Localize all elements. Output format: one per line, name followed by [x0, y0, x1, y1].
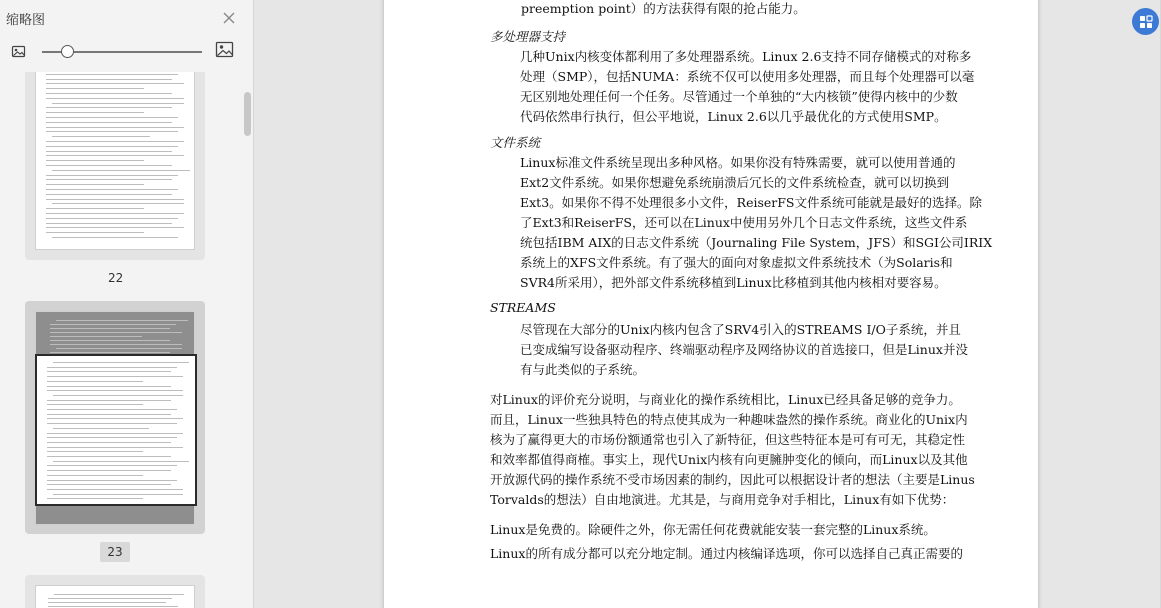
thumbnail-text-line — [50, 332, 182, 333]
apps-icon[interactable] — [1132, 8, 1159, 35]
thumbnail-text-line — [56, 348, 182, 349]
thumbnail-text-line — [46, 184, 144, 185]
image-large-icon[interactable] — [215, 41, 235, 59]
thumbnail-zoom-control — [0, 38, 253, 66]
thumbnail-text-line — [56, 320, 188, 321]
text-line: Linux是免费的。除硬件之外，你无需任何花费就能安装一套完整的Linux系统。 — [490, 522, 936, 537]
thumbnail-text-line — [47, 480, 177, 481]
text-line: Ext3。如果你不得不处理很多小文件，ReiserFS文件系统可能就是最好的选择。除 — [520, 195, 982, 210]
thumbnail-text-line — [46, 93, 172, 94]
thumbnail-text-line — [46, 194, 172, 195]
thumbnail-text-line — [46, 88, 144, 89]
thumbnail-text-line — [47, 376, 183, 377]
thumbnail-text-line — [46, 179, 172, 180]
thumbnail-text-line — [47, 423, 177, 424]
thumbnail-text-line — [46, 122, 172, 123]
section-heading: STREAMS — [490, 300, 556, 315]
thumbnail-text-line — [47, 484, 171, 485]
thumbnail-text-line — [47, 418, 183, 419]
thumbnail-page-label: 22 — [108, 271, 124, 285]
thumbnail-text-line — [50, 328, 170, 329]
text-line: 有与此类似的子系统。 — [520, 362, 646, 377]
thumbnail-text-line — [52, 103, 184, 104]
thumbnail-text-line — [50, 324, 176, 325]
thumbnail-text-line — [50, 344, 182, 345]
thumbnail-text-line — [48, 598, 172, 599]
thumbnail-text-line — [46, 131, 178, 132]
text-line: 核为了赢得更大的市场份额通常也引入了新特征，但这些特征本是可有可无，其稳定性 — [490, 432, 966, 447]
zoom-slider-handle[interactable] — [61, 45, 74, 58]
thumbnail-text-line — [47, 390, 183, 391]
thumbnail-text-line — [46, 83, 184, 84]
thumbnail-text-line — [46, 112, 144, 113]
section-heading: 多处理器支持 — [490, 29, 566, 44]
thumbnail-text-line — [50, 336, 142, 337]
thumbnail-text-line — [53, 494, 183, 495]
text-line: 系统上的XFS文件系统。有了强大的面向对象虚拟文件系统技术（为Solaris和 — [520, 255, 953, 270]
thumbnail-text-line — [47, 404, 143, 405]
text-line: 开放源代码的操作系统不受市场因素的制约，因此可以根据设计者的想法（主要是Linus — [490, 472, 975, 487]
thumbnail-text-line — [46, 146, 178, 147]
thumbnail-text-line — [52, 203, 184, 204]
text-line: 几种Unix内核变体都利用了多处理器系统。Linux 2.6支持不同存储模式的对称多 — [520, 49, 972, 64]
text-line: 尽管现在大部分的Unix内核内包含了SRV4引入的STREAMS I/O子系统，并且 — [520, 322, 961, 337]
text-line: Linux标准文件系统呈现出多种风格。如果你没有特殊需要，就可以使用普通的 — [520, 155, 956, 170]
thumbnail-text-line — [46, 213, 184, 214]
thumbnail-page-22[interactable] — [25, 72, 205, 260]
thumbnail-page-24[interactable] — [25, 575, 205, 608]
thumbnail-list[interactable] — [0, 72, 253, 608]
thumbnail-text-line — [46, 218, 178, 219]
thumbnail-viewport-frame[interactable] — [35, 354, 197, 506]
text-line: 统包括IBM AIX的日志文件系统（Journaling File System，JFS）和SGI公司IRIX — [520, 235, 993, 250]
sidebar-title: 缩略图 — [6, 13, 46, 28]
thumbnail-text-line — [46, 223, 172, 224]
thumbnail-text-line — [47, 447, 183, 448]
sidebar-header — [0, 0, 253, 36]
thumbnail-page-label-selected: 23 — [100, 542, 130, 562]
thumbnail-text-line — [47, 433, 183, 434]
thumbnail-text-line — [47, 475, 143, 476]
thumbnail-text-line — [46, 232, 144, 233]
thumbnail-text-line — [46, 79, 172, 80]
thumbnail-text-line — [47, 381, 143, 382]
thumbnail-text-line — [47, 386, 171, 387]
thumbnail-text-line — [47, 442, 171, 443]
thumbnail-text-line — [53, 395, 183, 396]
thumbnail-sidebar — [0, 0, 254, 608]
thumbnail-text-line — [47, 451, 143, 452]
thumbnail-text-line — [50, 352, 170, 353]
thumbnail-text-line — [47, 409, 177, 410]
text-line: 了Ext3和ReiserFS，还可以在Linux中使用另外几个日志文件系统，这些文件系 — [520, 215, 968, 230]
thumbnail-text-line — [53, 461, 189, 462]
thumbnail-text-line — [46, 98, 184, 99]
text-line: Ext2文件系统。如果你想避免系统崩溃后冗长的文件系统检查，就可以切换到 — [520, 175, 950, 190]
document-page — [383, 0, 1039, 608]
thumbnail-text-line — [47, 414, 171, 415]
thumbnail-text-line — [46, 199, 184, 200]
thumbnail-text-line — [46, 175, 178, 176]
thumbnail-text-line — [46, 227, 184, 228]
sidebar-scrollbar[interactable] — [244, 92, 251, 136]
text-line: 处理（SMP），包括NUMA：系统不仅可以使用多处理器，而且每个处理器可以毫 — [520, 69, 975, 84]
thumbnail-text-line — [48, 602, 166, 603]
thumbnail-image — [35, 585, 195, 608]
thumbnail-text-line — [46, 208, 144, 209]
thumbnail-text-line — [47, 470, 171, 471]
thumbnail-text-line — [53, 362, 189, 363]
image-small-icon[interactable] — [11, 44, 27, 58]
thumbnail-text-line — [50, 340, 170, 341]
thumbnail-text-line — [47, 437, 177, 438]
thumbnail-text-line — [46, 151, 172, 152]
thumbnail-text-line — [54, 594, 184, 595]
thumbnail-text-line — [47, 367, 177, 368]
thumbnail-text-line — [46, 127, 184, 128]
thumbnail-text-line — [52, 170, 190, 171]
text-line: SVR4所采用），把外部文件系统移植到Linux比移植到其他内核相对要容易。 — [520, 275, 947, 290]
text-line: 和效率都值得商榷。事实上，现代Unix内核有向更臃肿变化的倾向，而Linux以及其他 — [490, 452, 968, 467]
thumbnail-text-line — [47, 498, 143, 499]
thumbnail-text-line — [52, 136, 150, 137]
thumbnail-text-line — [46, 117, 178, 118]
text-line: Linux的所有成分都可以充分地定制。通过内核编译选项，你可以选择自己真正需要的 — [490, 546, 963, 561]
document-viewer[interactable] — [254, 0, 1161, 608]
thumbnail-image — [35, 72, 195, 250]
thumbnail-text-line — [48, 606, 178, 607]
thumbnail-text-line — [46, 141, 184, 142]
thumbnail-text-line — [47, 489, 183, 490]
text-line: 而且，Linux一些独具特色的特点使其成为一种趣味盎然的操作系统。商业化的Unix内 — [490, 412, 968, 427]
thumbnail-text-line — [46, 165, 172, 166]
thumbnail-text-line — [52, 237, 178, 238]
text-line: Torvalds的想法）自由地演进。尤其是，与商用竞争对手相比，Linux有如下优势： — [490, 492, 955, 507]
thumbnail-text-line — [47, 400, 171, 401]
close-icon[interactable] — [220, 9, 238, 27]
thumbnail-text-line — [46, 189, 178, 190]
thumbnail-page-23[interactable] — [25, 301, 205, 534]
section-heading: 文件系统 — [490, 135, 541, 150]
text-line: preemption point）的方法获得有限的抢占能力。 — [521, 1, 806, 16]
text-line: 代码依然串行执行，但公平地说，Linux 2.6以几乎最优化的方式使用SMP。 — [520, 109, 947, 124]
text-line: 已变成编写设备驱动程序、终端驱动程序及网络协议的首选接口，但是Linux并没 — [520, 342, 968, 357]
thumbnail-text-line — [46, 160, 144, 161]
thumbnail-text-line — [46, 107, 172, 108]
thumbnail-text-line — [47, 465, 177, 466]
thumbnail-text-line — [53, 428, 149, 429]
thumbnail-text-line — [47, 371, 171, 372]
text-line: 对Linux的评价充分说明，与商业化的操作系统相比，Linux已经具备足够的竞争力。 — [490, 392, 961, 407]
thumbnail-text-line — [47, 456, 171, 457]
text-line: 无区别地处理任何一个任务。尽管通过一个单独的“大内核锁”使得内核中的少数 — [520, 89, 958, 104]
thumbnail-text-line — [46, 74, 178, 75]
thumbnail-text-line — [46, 155, 184, 156]
